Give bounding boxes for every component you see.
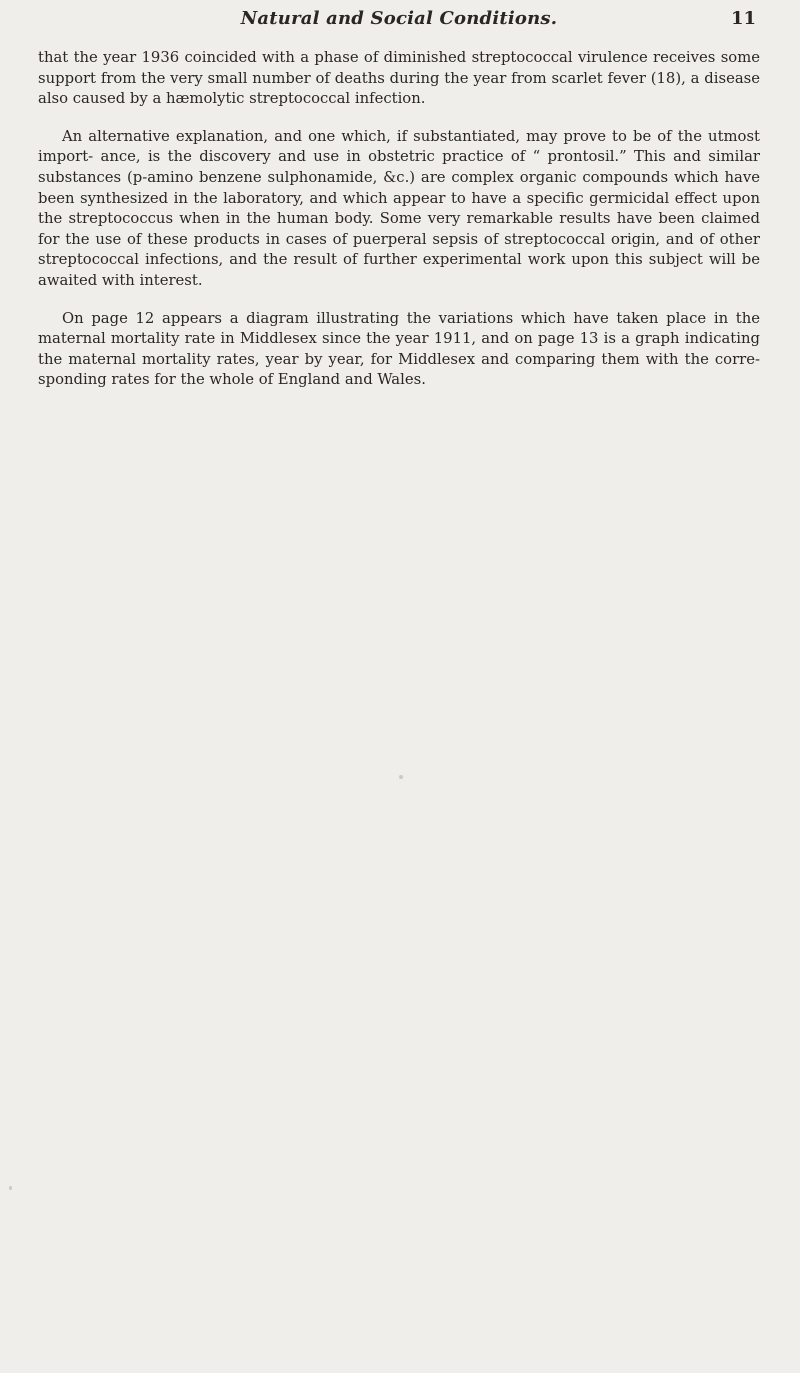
paper-speck [9, 1186, 12, 1190]
paragraph-1: that the year 1936 coincided with a phase of diminished streptococcal virulence receives some support from the very small number of deaths during the year from scarlet fever (18), a disease also caused by a hæmolytic streptococcal infection. [38, 49, 760, 108]
paper-speck [399, 775, 403, 779]
running-title: Natural and Social Conditions. [240, 8, 558, 29]
running-head [38, 8, 760, 36]
paragraph-2: An alternative explanation, and one which, if substantiated, may prove to be of the utmost import- ance, is the discovery and use in obstetric practice of “ prontosil.” This and similar substances (p-amino benzene sulphonamide, &c.) are complex organic compounds which have been synthesized in the laboratory, and which appear to have a specific germicidal effect upon the streptococcus when in the human body. Some very remarkable results have been claimed for the use of these products in cases of puerperal sepsis of streptococcal origin, and of other streptococcal infections, and the result of further experimental work upon this subject will be awaited with interest. [38, 127, 760, 289]
paragraph-3: On page 12 appears a diagram illustrating the variations which have taken place in the maternal mortality rate in Middlesex since the year 1911, and on page 13 is a graph indicating the maternal mortality rates, year by year, for Middlesex and comparing them with the corre- sponding rates for the whole of England and Wales. [38, 309, 760, 389]
page-number: 11 [730, 8, 756, 29]
body-text [38, 48, 760, 391]
